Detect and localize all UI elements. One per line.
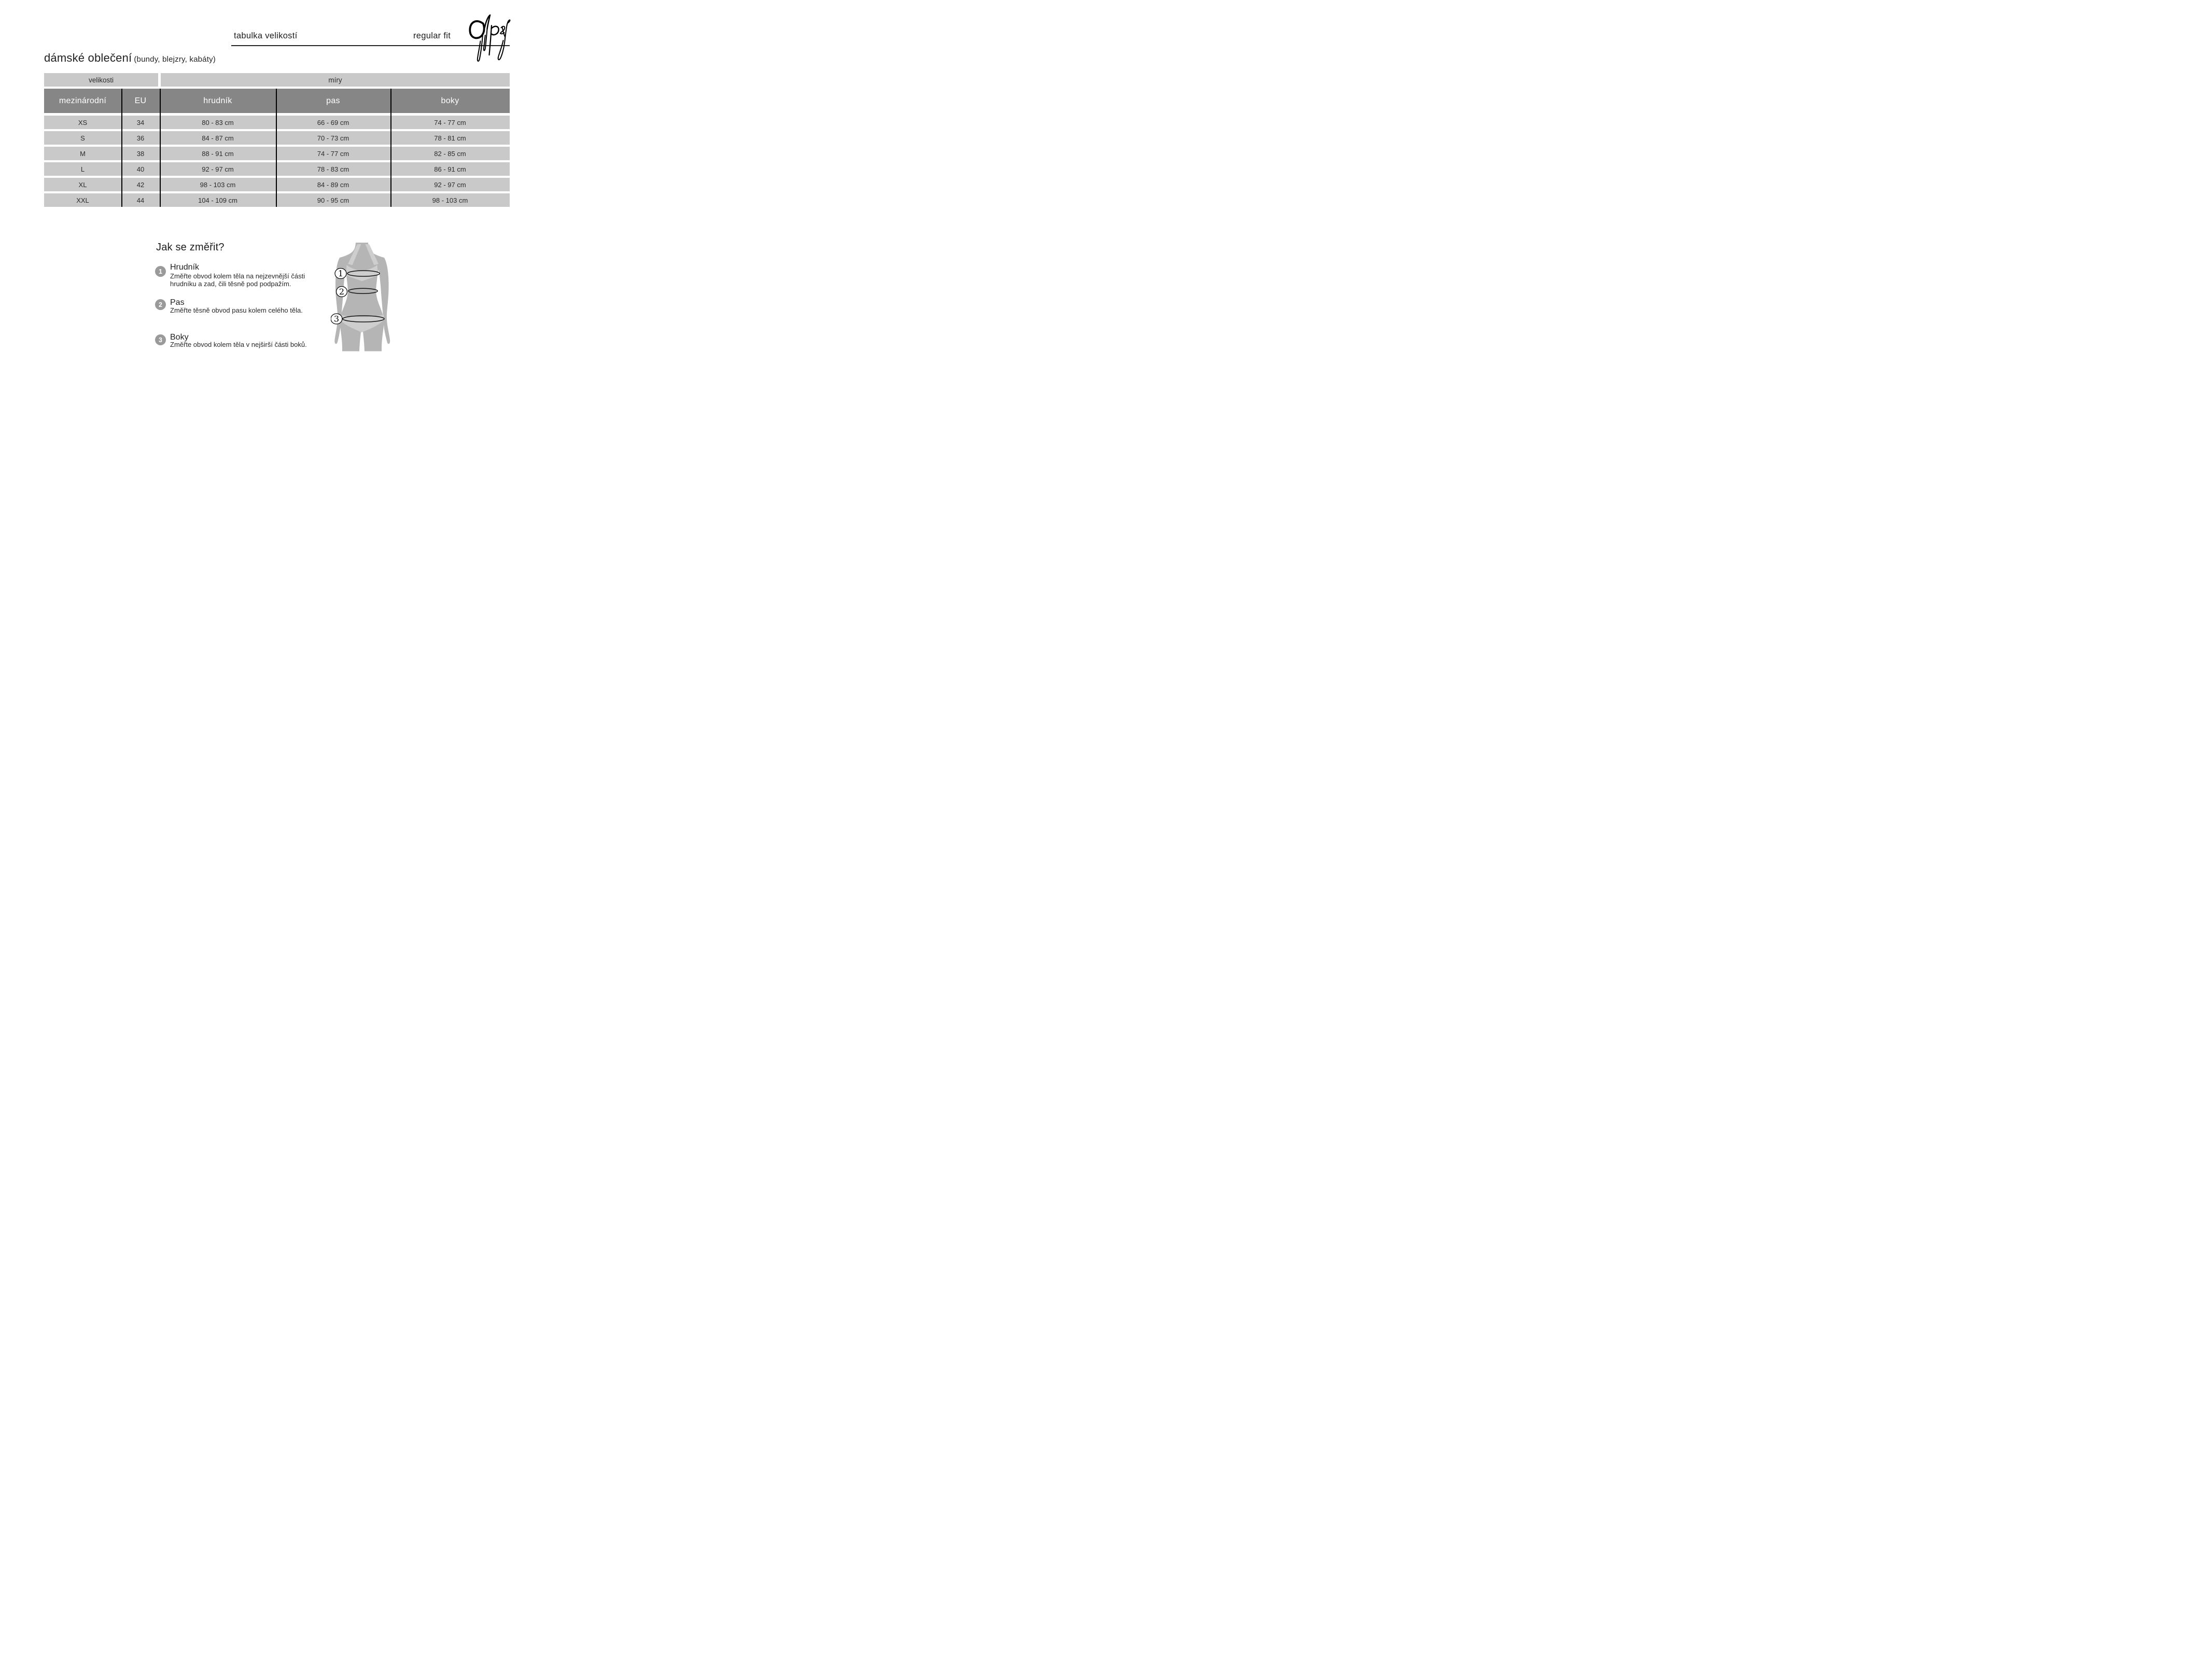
column-header-mezinárodní: mezinárodní	[59, 96, 107, 105]
table-cell: 80 - 83 cm	[202, 118, 234, 126]
step-2-description: Změřte těsně obvod pasu kolem celého těla.	[170, 306, 303, 314]
table-cell: 92 - 97 cm	[434, 180, 466, 189]
table-cell: 92 - 97 cm	[202, 165, 234, 173]
column-divider	[276, 89, 277, 207]
table-cell: 44	[136, 196, 145, 204]
step-2-number: 2	[159, 301, 162, 308]
table-row	[44, 147, 510, 160]
table-group-header-row	[44, 73, 510, 87]
table-cell: 98 - 103 cm	[200, 180, 236, 189]
table-cell: 70 - 73 cm	[317, 134, 349, 142]
column-divider	[390, 89, 391, 207]
figure-marker-3-number: 3	[333, 314, 340, 324]
howto-title: Jak se změřit?	[156, 242, 225, 253]
table-cell: XS	[78, 118, 88, 126]
figure-marker-2-number: 2	[339, 287, 345, 297]
table-body	[44, 116, 510, 207]
step-3-number: 3	[159, 336, 162, 344]
table-cell: 82 - 85 cm	[434, 149, 466, 158]
table-cell: 104 - 109 cm	[198, 196, 237, 204]
step-1-number: 1	[159, 268, 162, 275]
page-title: tabulka velikostí	[234, 31, 298, 40]
step-1-badge	[155, 266, 166, 277]
table-row	[44, 162, 510, 176]
brand-logo-icon	[468, 15, 512, 66]
table-row	[44, 116, 510, 129]
table-cell: 36	[136, 134, 145, 142]
table-cell: 86 - 91 cm	[434, 165, 466, 173]
table-cell: 90 - 95 cm	[317, 196, 349, 204]
table-cell: 34	[136, 118, 145, 126]
step-1-label: Hrudník	[170, 263, 200, 272]
table-cell: L	[80, 165, 85, 173]
fit-label: regular fit	[413, 31, 451, 40]
table-cell: 78 - 83 cm	[317, 165, 349, 173]
group-header-sizes: velikosti	[44, 73, 158, 87]
table-cell: 38	[136, 149, 145, 158]
table-cell: 66 - 69 cm	[317, 118, 349, 126]
subtitle-detail: (bundy, blejzry, kabáty)	[134, 55, 216, 64]
column-header-pas: pas	[326, 96, 340, 105]
step-3-badge	[155, 334, 166, 345]
table-cell: XL	[78, 180, 87, 189]
figure-body	[340, 243, 384, 352]
subtitle-main: dámské oblečení	[44, 51, 132, 64]
table-cell: 78 - 81 cm	[434, 134, 466, 142]
step-3-description: Změřte obvod kolem těla v nejširší části boků.	[170, 341, 307, 348]
group-header-measures: míry	[161, 73, 510, 87]
step-1-description: Změřte obvod kolem těla na nejzevnější části hrudníku a zad, čili těsně pod podpažím.	[170, 272, 305, 288]
table-cell: M	[80, 149, 86, 158]
table-cell: 84 - 89 cm	[317, 180, 349, 189]
table-row	[44, 193, 510, 207]
table-cell: 74 - 77 cm	[434, 118, 466, 126]
table-row	[44, 178, 510, 191]
table-cell: 42	[136, 180, 145, 189]
column-header-boky: boky	[441, 96, 459, 105]
column-header-hrudník: hrudník	[203, 96, 232, 105]
table-cell: S	[80, 134, 85, 142]
column-divider	[121, 89, 122, 207]
table-cell: 98 - 103 cm	[432, 196, 468, 204]
column-header-EU: EU	[134, 96, 147, 105]
column-divider	[160, 89, 161, 207]
step-2-badge	[155, 299, 166, 310]
table-cell: 74 - 77 cm	[317, 149, 349, 158]
size-table	[44, 73, 510, 207]
table-column-header-row	[44, 89, 510, 113]
body-measurement-figure	[331, 241, 403, 353]
step-3-label: Boky	[170, 333, 189, 342]
subtitle	[44, 51, 216, 65]
figure-marker-1-number: 1	[338, 269, 344, 278]
table-cell: 84 - 87 cm	[202, 134, 234, 142]
table-cell: XXL	[76, 196, 89, 204]
step-2-label: Pas	[170, 298, 185, 307]
table-cell: 88 - 91 cm	[202, 149, 234, 158]
size-chart-page	[0, 0, 553, 415]
table-cell: 40	[136, 165, 145, 173]
table-row	[44, 131, 510, 145]
